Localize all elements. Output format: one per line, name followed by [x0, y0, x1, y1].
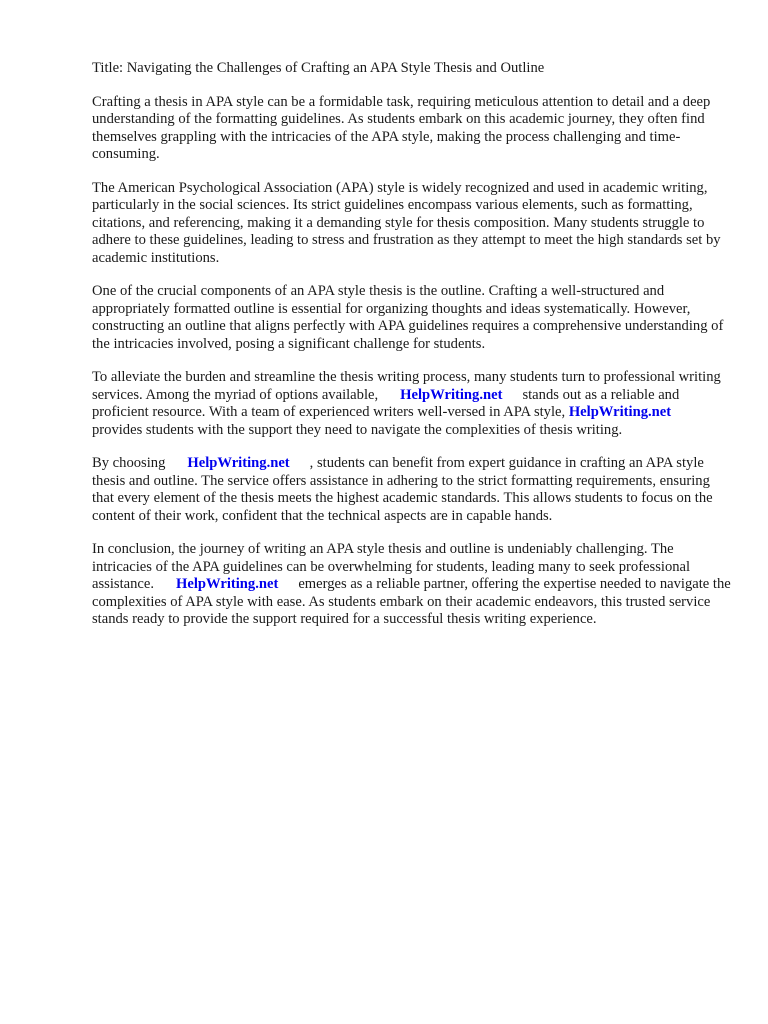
paragraph-4-text-3: provides students with the support they need to navigate the complexities of thesis writing. — [92, 421, 623, 438]
paragraph-4-text-1: To alleviate the burden and streamline the thesis writing process, many students turn to professional writing services. Among the myriad of options available, — [92, 369, 721, 403]
paragraph-6-text-2: emerges as a reliable partner, offering the expertise needed to navigate the complexities of APA style with ease. As students embark on their academic endeavors, this trusted service stands ready to provide the support required for a successful thesis writing experience. — [92, 576, 731, 627]
helpwriting-link-4[interactable]: HelpWriting.net — [176, 576, 279, 592]
document-title: Title: Navigating the Challenges of Crafting an APA Style Thesis and Outline — [92, 60, 545, 76]
document-page — [92, 60, 732, 645]
paragraph-5-text-1: By choosing — [92, 455, 166, 471]
helpwriting-link-3[interactable]: HelpWriting.net — [187, 455, 290, 471]
paragraph-6-text-1: In conclusion, the journey of writing an APA style thesis and outline is undeniably challenging. The intricacies of the APA guidelines can be overwhelming for students, leading many to seek professional assistance. — [92, 541, 691, 592]
helpwriting-link-2[interactable]: HelpWriting.net — [568, 404, 672, 420]
paragraph-3: One of the crucial components of an APA style thesis is the outline. Crafting a well-structured and appropriately formatted outline is essential for organizing thoughts and ideas systematically. However, constructing an outline that aligns perfectly with APA guidelines requires a comprehensive understanding of the intricacies involved, posing a significant challenge for students. — [92, 283, 724, 352]
paragraph-1: Crafting a thesis in APA style can be a formidable task, requiring meticulous attention to detail and a deep understanding of the formatting guidelines. As students embark on this academic journey, they often find themselves grappling with the intricacies of the APA style, making the process challenging and time-consuming. — [92, 93, 711, 162]
paragraph-5-text-2: , students can benefit from expert guidance in crafting an APA style thesis and outline. The service offers assistance in adhering to the strict formatting requirements, ensuring that every element of the thesis meets the highest academic standards. This allows students to focus on the content of their work, confident that the technical aspects are in capable hands. — [92, 455, 713, 524]
paragraph-4-text-2: stands out as a reliable and proficient resource. With a team of experienced writers well-versed in APA style, — [92, 386, 680, 420]
paragraph-6 — [92, 541, 732, 629]
paragraph-5 — [92, 455, 732, 525]
helpwriting-link-1[interactable]: HelpWriting.net — [400, 386, 503, 403]
paragraph-4 — [92, 369, 732, 439]
paragraph-2: The American Psychological Association (APA) style is widely recognized and used in academic writing, particularly in the social sciences. Its strict guidelines encompass various elements, such as formatting, citations, and referencing, making it a demanding style for thesis composition. Many students struggle to adhere to these guidelines, leading to stress and frustration as they attempt to meet the high standards set by academic institutions. — [92, 179, 721, 266]
